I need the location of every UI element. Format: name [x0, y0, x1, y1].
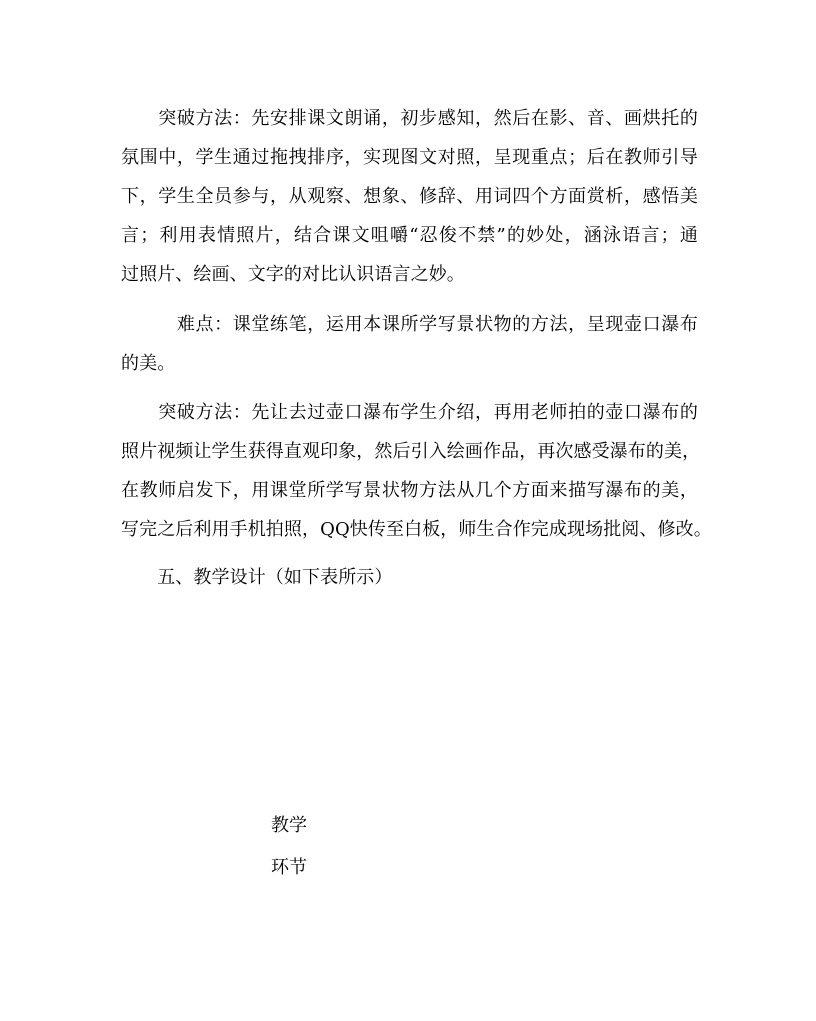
paragraph-difficulty: [121, 305, 698, 383]
text-line: 氛围中，学生通过拖拽排序，实现图文对照，呈现重点；后在教师引导: [121, 147, 698, 168]
text-line: 在教师启发下，用课堂所学写景状物方法从几个方面来描写瀑布的美，: [121, 480, 698, 501]
text-line: 难点：课堂练笔，运用本课所学写景状物的方法，呈现壶口瀑布: [121, 314, 698, 335]
text-line: 言；利用表情照片，结合课文咀嚼“忍俊不禁”的妙处，涵泳语言；通: [121, 225, 698, 246]
table-cell-label-line-1: 教学: [271, 815, 307, 836]
paragraph-breakthrough-method-1: [121, 99, 698, 294]
section-heading-teaching-design: [121, 558, 698, 597]
text-line: 的美。: [121, 353, 176, 374]
text-line: 突破方法：先安排课文朗诵，初步感知，然后在影、音、画烘托的: [121, 108, 698, 129]
text-line: 照片视频让学生获得直观印象，然后引入绘画作品，再次感受瀑布的美，: [121, 441, 701, 462]
text-line: 下，学生全员参与，从观察、想象、修辞、用词四个方面赏析，感悟美: [121, 186, 698, 207]
text-line: 写完之后利用手机拍照，QQ快传至白板，师生合作完成现场批阅、修改。: [121, 519, 712, 540]
text-line: 五、教学设计（如下表所示）: [121, 567, 393, 588]
table-cell-label-line-2: 环节: [271, 857, 307, 878]
text-line: 突破方法：先让去过壶口瀑布学生介绍，再用老师拍的壶口瀑布的: [121, 402, 698, 423]
paragraph-breakthrough-method-2: [121, 393, 712, 549]
text-line: 过照片、绘画、文字的对比认识语言之妙。: [121, 264, 465, 285]
